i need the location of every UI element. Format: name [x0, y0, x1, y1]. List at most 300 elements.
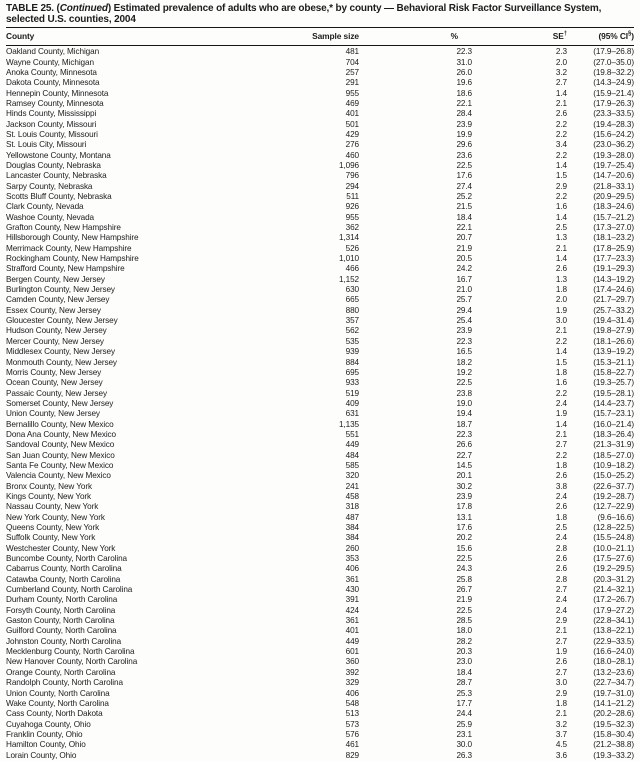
- table-row: [6, 637, 634, 647]
- se-cell: 2.6: [555, 554, 567, 564]
- se-cell: 2.8: [555, 543, 567, 553]
- county-cell: Somerset County, New Jersey: [6, 398, 114, 408]
- sample-cell: 1,314: [339, 233, 359, 243]
- se-cell: 1.5: [555, 357, 567, 367]
- pct-cell: 20.1: [456, 471, 472, 481]
- pct-cell: 21.0: [456, 285, 472, 295]
- table-row: [6, 306, 634, 316]
- sample-cell: 260: [345, 543, 359, 553]
- ci-cell: (21.3–31.9): [593, 440, 634, 450]
- county-cell: Clark County, Nevada: [6, 202, 84, 212]
- pct-cell: 22.5: [456, 554, 472, 564]
- table-row: [6, 626, 634, 636]
- pct-cell: 23.9: [456, 491, 472, 501]
- county-cell: Mecklenburg County, North Carolina: [6, 647, 135, 657]
- table-row: [6, 533, 634, 543]
- ci-cell: (17.2–26.7): [593, 595, 634, 605]
- pct-cell: 25.8: [456, 574, 472, 584]
- se-cell: 1.8: [555, 512, 567, 522]
- pct-cell: 17.7: [456, 698, 472, 708]
- sample-cell: 469: [345, 98, 359, 108]
- table-row: [6, 233, 634, 243]
- ci-cell: (19.2–29.5): [593, 564, 634, 574]
- column-header-county: County: [6, 28, 291, 46]
- table-row: [6, 389, 634, 399]
- ci-cell: (17.9–26.3): [593, 98, 634, 108]
- table-row: [6, 689, 634, 699]
- sample-cell: 384: [345, 533, 359, 543]
- table-row: [6, 482, 634, 492]
- sample-cell: 562: [345, 326, 359, 336]
- se-cell: 3.6: [555, 750, 567, 760]
- pct-cell: 26.6: [456, 440, 472, 450]
- ci-cell: (18.3–24.6): [593, 202, 634, 212]
- pct-cell: 27.4: [456, 181, 472, 191]
- pct-cell: 23.8: [456, 388, 472, 398]
- se-cell: 2.2: [555, 192, 567, 201]
- table-row: [6, 564, 634, 574]
- ci-cell: (18.3–26.4): [593, 429, 634, 439]
- ci-cell: (15.8–22.7): [593, 367, 634, 377]
- table-row: [6, 513, 634, 523]
- se-cell: 2.2: [555, 336, 567, 346]
- pct-cell: 24.4: [456, 709, 472, 719]
- sample-cell: 551: [345, 429, 359, 439]
- pct-cell: 30.2: [456, 481, 472, 491]
- county-cell: Mercer County, New Jersey: [6, 336, 104, 346]
- sample-cell: 391: [345, 595, 359, 605]
- county-cell: San Juan County, New Mexico: [6, 450, 115, 460]
- se-cell: 2.6: [555, 564, 567, 574]
- county-cell: Nassau County, New York: [6, 502, 99, 512]
- ci-cell: (15.9–21.4): [593, 88, 634, 98]
- pct-cell: 22.7: [456, 450, 472, 460]
- pct-cell: 21.9: [456, 243, 472, 253]
- county-cell: Lancaster County, Nebraska: [6, 171, 107, 181]
- se-cell: 2.9: [555, 688, 567, 698]
- se-cell: 4.5: [555, 740, 567, 750]
- se-cell: 3.0: [555, 316, 567, 326]
- sample-cell: 362: [345, 223, 359, 233]
- sample-cell: 1,096: [339, 160, 359, 170]
- se-cell: 1.4: [555, 212, 567, 222]
- column-header-se: SE†: [472, 28, 567, 46]
- ci-cell: (20.9–29.5): [593, 192, 634, 201]
- pct-cell: 23.9: [456, 119, 472, 129]
- ci-cell: (17.7–23.3): [593, 254, 634, 264]
- sample-cell: 704: [345, 57, 359, 67]
- table-row: [6, 326, 634, 336]
- county-cell: Union County, North Carolina: [6, 688, 110, 698]
- pct-cell: 21.9: [456, 595, 472, 605]
- county-cell: Gaston County, North Carolina: [6, 616, 115, 626]
- table-row: [6, 575, 634, 585]
- ci-cell: (14.3–19.2): [593, 274, 634, 284]
- sample-cell: 1,152: [339, 274, 359, 284]
- se-cell: 1.3: [555, 233, 567, 243]
- se-cell: 2.4: [555, 533, 567, 543]
- table-row: [6, 161, 634, 171]
- ci-cell: (19.2–28.7): [593, 491, 634, 501]
- county-cell: Union County, New Jersey: [6, 409, 100, 419]
- county-cell: New York County, New York: [6, 512, 105, 522]
- sample-cell: 926: [345, 202, 359, 212]
- sample-cell: 665: [345, 295, 359, 305]
- table-row: [6, 295, 634, 305]
- sample-cell: 519: [345, 388, 359, 398]
- ci-cell: (12.8–22.5): [593, 523, 634, 532]
- pct-cell: 30.0: [456, 740, 472, 750]
- ci-cell: (18.1–23.2): [593, 233, 634, 243]
- table-row: [6, 647, 634, 657]
- sample-cell: 933: [345, 378, 359, 388]
- pct-cell: 18.2: [456, 357, 472, 367]
- sample-cell: 401: [345, 626, 359, 636]
- ci-cell: (27.0–35.0): [593, 57, 634, 67]
- se-cell: 2.5: [555, 223, 567, 233]
- sample-cell: 460: [345, 150, 359, 160]
- sample-cell: 829: [345, 750, 359, 760]
- sample-cell: 955: [345, 212, 359, 222]
- ci-cell: (22.8–34.1): [593, 616, 634, 626]
- county-cell: New Hanover County, North Carolina: [6, 657, 138, 667]
- pct-cell: 18.6: [456, 88, 472, 98]
- pct-cell: 22.1: [456, 98, 472, 108]
- ci-cell: (14.1–21.2): [593, 698, 634, 708]
- se-cell: 2.4: [555, 605, 567, 615]
- county-cell: Queens County, New York: [6, 523, 100, 532]
- table-row: [6, 461, 634, 471]
- county-cell: Randolph County, North Carolina: [6, 678, 123, 688]
- se-cell: 2.7: [555, 667, 567, 677]
- table-row: [6, 130, 634, 140]
- ci-footnote-marker: §: [628, 31, 632, 38]
- county-cell: Durham County, North Carolina: [6, 595, 118, 605]
- pct-cell: 22.3: [456, 429, 472, 439]
- county-cell: Cumberland County, North Carolina: [6, 585, 133, 595]
- table-body: [6, 46, 634, 761]
- sample-cell: 576: [345, 729, 359, 739]
- se-cell: 1.8: [555, 285, 567, 295]
- county-cell: Hillsborough County, New Hampshire: [6, 233, 139, 243]
- ci-cell: (15.5–24.8): [593, 533, 634, 543]
- ci-cell: (13.8–22.1): [593, 626, 634, 636]
- county-cell: Ramsey County, Minnesota: [6, 98, 104, 108]
- column-header-sample-size: Sample size: [291, 28, 359, 46]
- county-cell: Johnston County, North Carolina: [6, 636, 122, 646]
- county-cell: Franklin County, Ohio: [6, 729, 83, 739]
- county-cell: Douglas County, Nebraska: [6, 160, 101, 170]
- pct-cell: 29.4: [456, 305, 472, 315]
- table-row: [6, 440, 634, 450]
- ci-cell: (20.3–31.2): [593, 574, 634, 584]
- county-cell: Washoe County, Nevada: [6, 212, 95, 222]
- ci-cell: (17.8–25.9): [593, 243, 634, 253]
- ci-cell: (18.0–28.1): [593, 657, 634, 667]
- sample-cell: 329: [345, 678, 359, 688]
- ci-cell: (17.5–27.6): [593, 554, 634, 564]
- se-cell: 2.1: [555, 98, 567, 108]
- pct-cell: 21.5: [456, 202, 472, 212]
- ci-cell: (10.0–21.1): [593, 543, 634, 553]
- se-cell: 1.9: [555, 409, 567, 419]
- se-cell: 1.4: [555, 254, 567, 264]
- ci-cell: (19.3–25.7): [593, 378, 634, 388]
- sample-cell: 884: [345, 357, 359, 367]
- county-cell: Anoka County, Minnesota: [6, 67, 97, 77]
- table-row: [6, 99, 634, 109]
- ci-cell: (13.9–19.2): [593, 347, 634, 357]
- ci-cell: (22.6–37.7): [593, 481, 634, 491]
- sample-cell: 511: [346, 192, 359, 201]
- ci-cell: (12.7–22.9): [593, 502, 634, 512]
- pct-cell: 16.5: [456, 347, 472, 357]
- prevalence-table: [6, 27, 634, 761]
- ci-cell: (16.0–21.4): [593, 419, 634, 429]
- se-cell: 1.8: [555, 698, 567, 708]
- pct-cell: 16.7: [456, 274, 472, 284]
- ci-cell: (17.4–24.6): [593, 285, 634, 295]
- sample-cell: 429: [345, 129, 359, 139]
- pct-cell: 31.0: [456, 57, 472, 67]
- ci-cell: (17.9–26.8): [593, 47, 634, 57]
- sample-cell: 392: [345, 667, 359, 677]
- se-cell: 2.0: [555, 57, 567, 67]
- pct-cell: 25.3: [456, 688, 472, 698]
- county-cell: Gloucester County, New Jersey: [6, 316, 118, 326]
- ci-cell: (19.4–31.4): [593, 316, 634, 326]
- county-cell: Dona Ana County, New Mexico: [6, 429, 117, 439]
- county-cell: Orange County, North Carolina: [6, 667, 116, 677]
- table-row: [6, 751, 634, 761]
- table-row: [6, 89, 634, 99]
- county-cell: Valencia County, New Mexico: [6, 471, 111, 481]
- se-cell: 3.2: [555, 67, 567, 77]
- sample-cell: 449: [345, 636, 359, 646]
- county-cell: Sandoval County, New Mexico: [6, 440, 115, 450]
- ci-cell: (16.6–24.0): [593, 647, 634, 657]
- pct-cell: 22.1: [456, 223, 472, 233]
- table-row: [6, 120, 634, 130]
- se-cell: 2.2: [555, 388, 567, 398]
- county-cell: St. Louis County, Missouri: [6, 129, 98, 139]
- table-row: [6, 544, 634, 554]
- pct-cell: 18.0: [456, 626, 472, 636]
- county-cell: Hinds County, Mississippi: [6, 109, 97, 119]
- table-title-continued: Continued: [59, 3, 108, 14]
- ci-cell: (22.9–33.5): [593, 636, 634, 646]
- ci-cell: (19.5–32.3): [593, 719, 634, 729]
- pct-cell: 29.6: [456, 140, 472, 150]
- ci-cell: (14.3–24.9): [593, 78, 634, 88]
- se-cell: 1.4: [555, 88, 567, 98]
- table-row: [6, 595, 634, 605]
- pct-cell: 26.7: [456, 585, 472, 595]
- ci-cell: (9.6–16.6): [597, 512, 634, 522]
- ci-cell: (23.3–33.5): [593, 109, 634, 119]
- se-cell: 3.7: [555, 729, 567, 739]
- ci-cell: (22.7–34.7): [593, 678, 634, 688]
- se-cell: 1.6: [555, 378, 567, 388]
- sample-cell: 294: [345, 181, 359, 191]
- pct-cell: 23.6: [456, 150, 472, 160]
- table-row: [6, 368, 634, 378]
- ci-cell: (19.3–33.2): [593, 750, 634, 760]
- sample-cell: 481: [345, 47, 359, 57]
- table-row: [6, 471, 634, 481]
- pct-cell: 18.4: [456, 212, 472, 222]
- sample-cell: 409: [345, 398, 359, 408]
- sample-cell: 1,010: [339, 254, 359, 264]
- se-cell: 2.7: [555, 636, 567, 646]
- pct-cell: 18.7: [456, 419, 472, 429]
- sample-cell: 361: [345, 574, 359, 584]
- sample-cell: 601: [345, 647, 359, 657]
- pct-cell: 19.2: [456, 367, 472, 377]
- ci-cell: (15.3–21.1): [593, 357, 634, 367]
- se-cell: 1.6: [555, 202, 567, 212]
- se-cell: 2.0: [555, 295, 567, 305]
- sample-cell: 291: [345, 78, 359, 88]
- table-row: [6, 213, 634, 223]
- table-row: [6, 140, 634, 150]
- sample-cell: 320: [345, 471, 359, 481]
- pct-cell: 20.7: [456, 233, 472, 243]
- pct-cell: 26.3: [456, 750, 472, 760]
- se-cell: 2.7: [555, 585, 567, 595]
- county-cell: Camden County, New Jersey: [6, 295, 110, 305]
- table-row: [6, 699, 634, 709]
- header-row: [6, 28, 634, 46]
- se-cell: 2.6: [555, 264, 567, 274]
- pct-cell: 19.0: [456, 398, 472, 408]
- table-row: [6, 502, 634, 512]
- pct-cell: 22.5: [456, 160, 472, 170]
- se-cell: 2.2: [555, 119, 567, 129]
- county-cell: Jackson County, Missouri: [6, 119, 97, 129]
- county-cell: Bergen County, New Jersey: [6, 274, 105, 284]
- county-cell: Middlesex County, New Jersey: [6, 347, 115, 357]
- sample-cell: 241: [345, 481, 359, 491]
- ci-cell: (25.7–33.2): [593, 305, 634, 315]
- ci-cell: (15.0–25.2): [593, 471, 634, 481]
- table-row: [6, 275, 634, 285]
- sample-cell: 353: [345, 554, 359, 564]
- pct-cell: 22.3: [456, 47, 472, 57]
- table-row: [6, 606, 634, 616]
- sample-cell: 501: [345, 119, 359, 129]
- sample-cell: 430: [345, 585, 359, 595]
- table-row: [6, 151, 634, 161]
- county-cell: Morris County, New Jersey: [6, 367, 102, 377]
- ci-cell: (19.5–28.1): [593, 388, 634, 398]
- sample-cell: 424: [345, 605, 359, 615]
- table-row: [6, 492, 634, 502]
- pct-cell: 20.2: [456, 533, 472, 543]
- sample-cell: 513: [345, 709, 359, 719]
- county-cell: Sarpy County, Nebraska: [6, 181, 93, 191]
- sample-cell: 695: [345, 367, 359, 377]
- sample-cell: 487: [345, 512, 359, 522]
- sample-cell: 449: [345, 440, 359, 450]
- se-cell: 1.4: [555, 419, 567, 429]
- sample-cell: 361: [345, 616, 359, 626]
- county-cell: Essex County, New Jersey: [6, 305, 101, 315]
- table-row: [6, 730, 634, 740]
- se-cell: 1.5: [555, 171, 567, 181]
- sample-cell: 384: [345, 523, 359, 532]
- se-cell: 1.3: [555, 274, 567, 284]
- county-cell: Suffolk County, New York: [6, 533, 96, 543]
- table-row: [6, 316, 634, 326]
- pct-cell: 22.3: [456, 336, 472, 346]
- se-cell: 3.0: [555, 678, 567, 688]
- ci-cell: (21.8–33.1): [593, 181, 634, 191]
- table-row: [6, 109, 634, 119]
- county-cell: Strafford County, New Hampshire: [6, 264, 125, 274]
- table-row: [6, 399, 634, 409]
- table-row: [6, 254, 634, 264]
- se-cell: 2.4: [555, 491, 567, 501]
- sample-cell: 585: [345, 460, 359, 470]
- se-cell: 3.2: [555, 719, 567, 729]
- table-row: [6, 616, 634, 626]
- ci-cell: (21.2–38.8): [593, 740, 634, 750]
- table-row: [6, 171, 634, 181]
- table-row: [6, 668, 634, 678]
- ci-cell: (18.1–26.6): [593, 336, 634, 346]
- county-cell: St. Louis City, Missouri: [6, 140, 87, 150]
- sample-cell: 955: [345, 88, 359, 98]
- se-cell: 2.7: [555, 440, 567, 450]
- table-row: [6, 202, 634, 212]
- county-cell: Passaic County, New Jersey: [6, 388, 107, 398]
- pct-cell: 13.1: [456, 512, 472, 522]
- sample-cell: 630: [345, 285, 359, 295]
- se-cell: 2.6: [555, 657, 567, 667]
- sample-cell: 461: [345, 740, 359, 750]
- county-cell: Bronx County, New York: [6, 481, 92, 491]
- table-row: [6, 523, 634, 533]
- table-row: [6, 347, 634, 357]
- se-cell: 2.2: [555, 150, 567, 160]
- ci-cell: (20.2–28.6): [593, 709, 634, 719]
- se-cell: 2.1: [555, 709, 567, 719]
- pct-cell: 17.6: [456, 523, 472, 532]
- pct-cell: 26.0: [456, 67, 472, 77]
- sample-cell: 548: [345, 698, 359, 708]
- se-cell: 1.8: [555, 460, 567, 470]
- table-title: [6, 4, 634, 25]
- table-row: [6, 657, 634, 667]
- sample-cell: 276: [345, 140, 359, 150]
- county-cell: Grafton County, New Hampshire: [6, 223, 121, 233]
- county-cell: Catawba County, North Carolina: [6, 574, 121, 584]
- ci-cell: (13.2–23.6): [593, 667, 634, 677]
- table-row: [6, 554, 634, 564]
- ci-cell: (23.0–36.2): [593, 140, 634, 150]
- table-row: [6, 244, 634, 254]
- se-cell: 1.9: [555, 305, 567, 315]
- sample-cell: 880: [345, 305, 359, 315]
- se-cell: 2.8: [555, 574, 567, 584]
- se-cell: 2.9: [555, 181, 567, 191]
- table-row: [6, 46, 634, 58]
- sample-cell: 357: [345, 316, 359, 326]
- county-cell: Bernalillo County, New Mexico: [6, 419, 114, 429]
- ci-cell: (19.7–31.0): [593, 688, 634, 698]
- se-cell: 2.6: [555, 471, 567, 481]
